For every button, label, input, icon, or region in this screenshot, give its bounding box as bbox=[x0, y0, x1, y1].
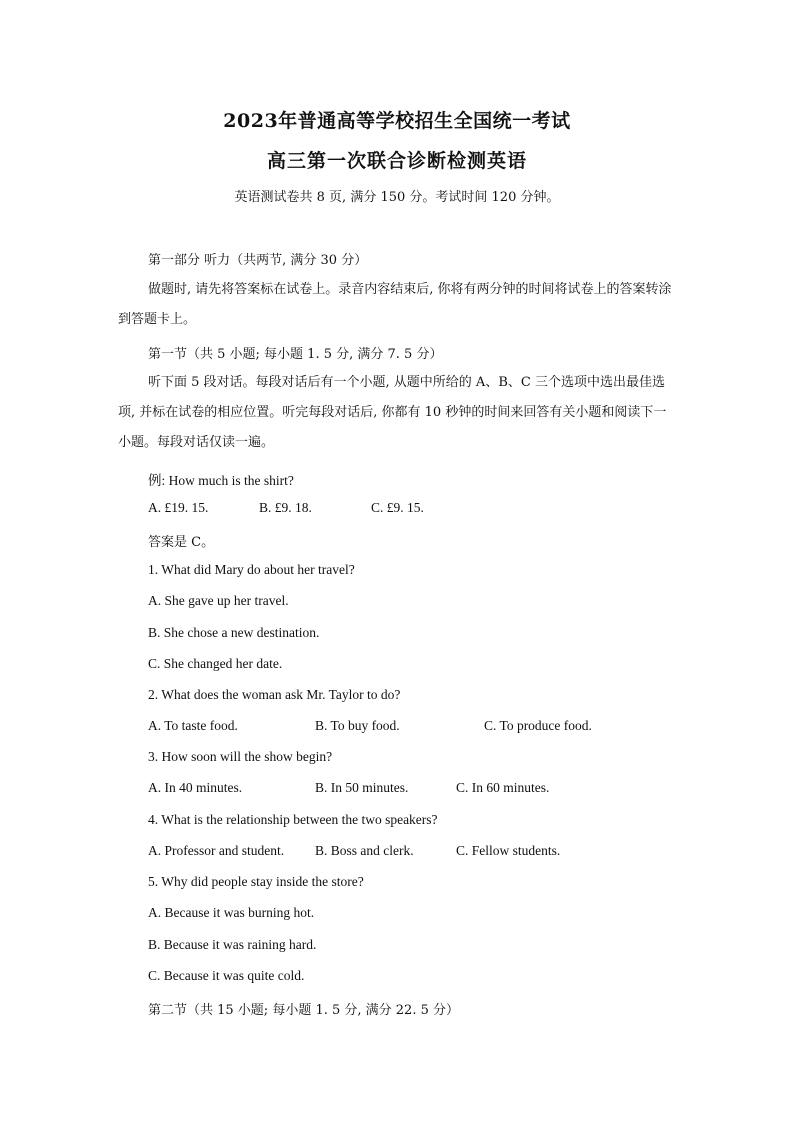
question-2-option-c: C. To produce food. bbox=[484, 718, 592, 733]
part1-heading: 第一部分 听力（共两节, 满分 30 分） bbox=[148, 253, 368, 268]
question-1: 1. What did Mary do about her travel? bbox=[148, 562, 355, 577]
example-answer: 答案是 C。 bbox=[148, 535, 215, 550]
question-2-option-a: A. To taste food. bbox=[148, 718, 238, 733]
question-1-option-a: A. She gave up her travel. bbox=[148, 593, 289, 608]
question-1-option-b: B. She chose a new destination. bbox=[148, 625, 320, 640]
question-5-option-c: C. Because it was quite cold. bbox=[148, 968, 305, 983]
question-3-option-a: A. In 40 minutes. bbox=[148, 780, 243, 795]
question-2: 2. What does the woman ask Mr. Taylor to do? bbox=[148, 687, 401, 702]
example-option-c: C. £9. 15. bbox=[371, 500, 424, 515]
example-question: 例: How much is the shirt? bbox=[148, 473, 294, 488]
question-2-option-b: B. To buy food. bbox=[315, 718, 400, 733]
section1-heading: 第一节（共 5 小题; 每小题 1. 5 分, 满分 7. 5 分） bbox=[148, 347, 443, 362]
example-option-b: B. £9. 18. bbox=[259, 500, 312, 515]
question-4: 4. What is the relationship between the two speakers? bbox=[148, 812, 438, 827]
exam-subject-title: 高三第一次联合诊断检测英语 bbox=[266, 150, 527, 172]
exam-title: 2023年普通高等学校招生全国统一考试 bbox=[223, 110, 571, 132]
question-4-option-c: C. Fellow students. bbox=[456, 843, 561, 858]
question-3-option-c: C. In 60 minutes. bbox=[456, 780, 550, 795]
question-5: 5. Why did people stay inside the store? bbox=[148, 874, 364, 889]
instruction-text: 做题时, 请先将答案标在试卷上。录音内容结束后, 你将有两分钟的时间将试卷上的答案转涂到答题卡上。 bbox=[118, 282, 672, 327]
part1-instruction bbox=[118, 275, 678, 335]
question-5-option-b: B. Because it was raining hard. bbox=[148, 937, 317, 952]
question-4-option-a: A. Professor and student. bbox=[148, 843, 285, 858]
question-1-option-c: C. She changed her date. bbox=[148, 656, 283, 671]
question-3: 3. How soon will the show begin? bbox=[148, 749, 333, 764]
exam-info: 英语测试卷共 8 页, 满分 150 分。考试时间 120 分钟。 bbox=[234, 190, 560, 205]
question-3-option-b: B. In 50 minutes. bbox=[315, 780, 409, 795]
section1-instruction bbox=[118, 368, 678, 458]
example-option-a: A. £19. 15. bbox=[148, 500, 209, 515]
section2-heading: 第二节（共 15 小题; 每小题 1. 5 分, 满分 22. 5 分） bbox=[148, 1003, 459, 1018]
section1-instruction-text: 听下面 5 段对话。每段对话后有一个小题, 从题中所给的 A、B、C 三个选项中选出最佳选项, 并标在试卷的相应位置。听完每段对话后, 你都有 10 秒钟的时间来回答有关小题和阅读下一小题。每段对话仅读一遍。 bbox=[118, 375, 667, 450]
question-5-option-a: A. Because it was burning hot. bbox=[148, 905, 315, 920]
question-4-option-b: B. Boss and clerk. bbox=[315, 843, 414, 858]
